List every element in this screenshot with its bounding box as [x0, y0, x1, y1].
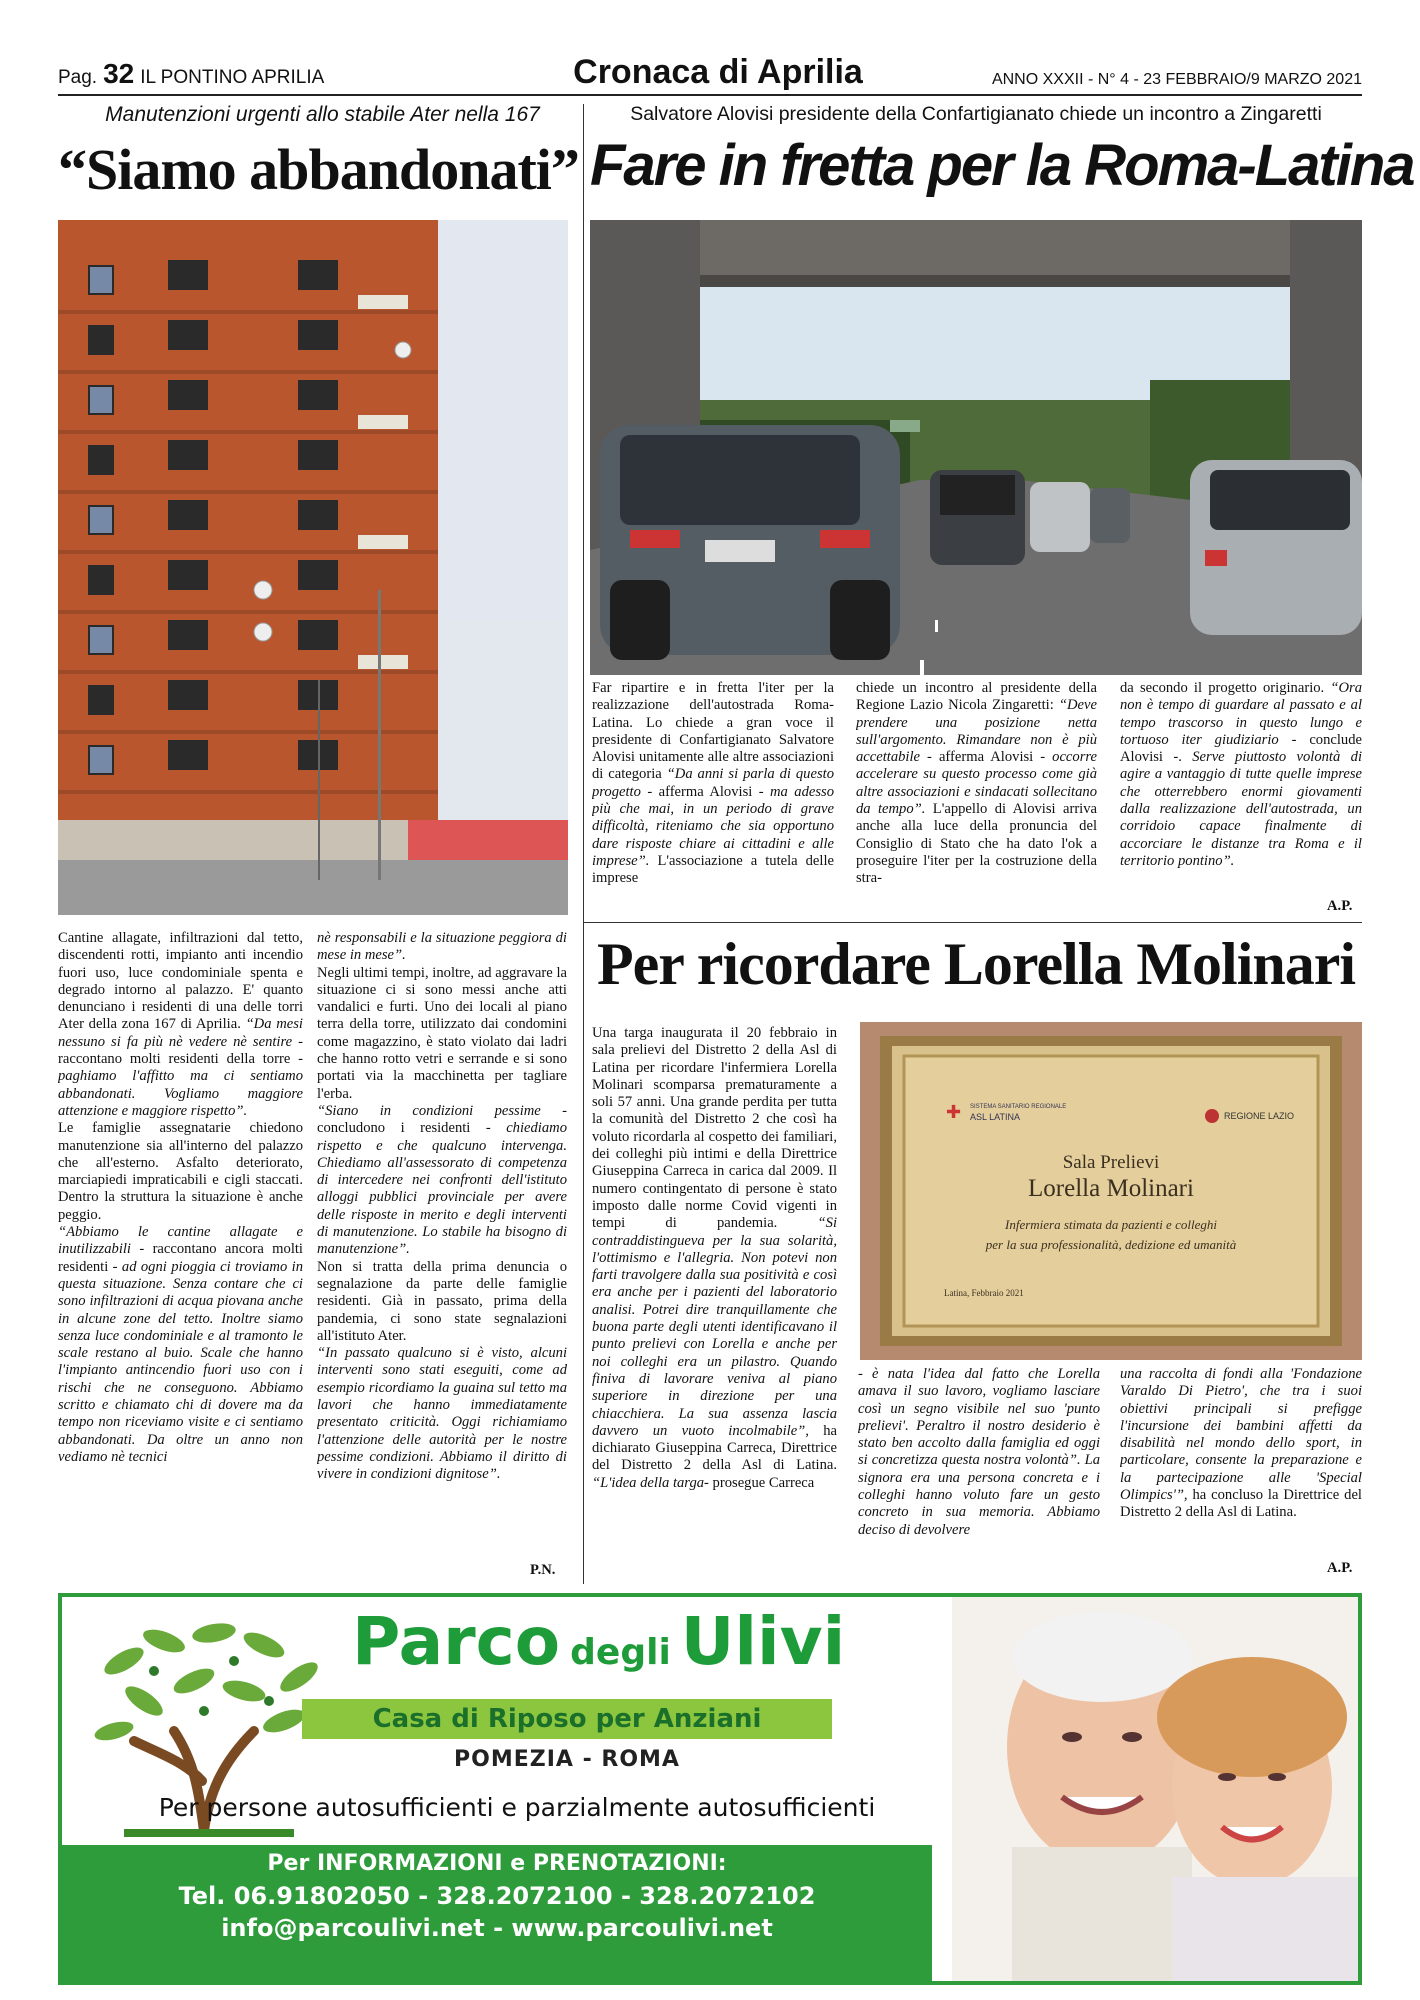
article1-signature: P.N.: [530, 1562, 556, 1578]
section-title: Cronaca di Aprilia: [573, 53, 863, 91]
plaque-org-small: SISTEMA SANITARIO REGIONALE: [970, 1104, 1067, 1110]
plaque-line3: Infermiera stimata da pazienti e colleghi: [1005, 1217, 1217, 1232]
plaque-cross-icon: ✚: [946, 1102, 962, 1122]
apartment-building-photo: [58, 220, 568, 915]
article2-signature: A.P.: [1327, 898, 1353, 914]
article3-signature: A.P.: [1327, 1560, 1353, 1576]
page-number: 32: [103, 58, 135, 89]
article2-kicker: Salvatore Alovisi presidente della Confartigianato chiede un incontro a Zingaretti: [630, 103, 1322, 125]
ad-city: POMEZIA - ROMA: [454, 1747, 680, 1772]
issue-info: ANNO XXXII - N° 4 - 23 FEBBRAIO/9 MARZO 2021: [991, 71, 1362, 88]
ad-subtitle: Casa di Riposo per Anziani: [302, 1699, 832, 1739]
ad-phones: Tel. 06.91802050 - 328.2072100 - 328.2072102: [178, 1882, 816, 1910]
ad-contacts: info@parcoulivi.net - www.parcoulivi.net: [221, 1914, 773, 1942]
ad-info-title: Per INFORMAZIONI e PRENOTAZIONI:: [267, 1851, 727, 1876]
paper-name: IL PONTINO APRILIA: [140, 67, 325, 88]
ad-tagline: Per persone autosufficienti e parzialmente autosufficienti: [158, 1793, 876, 1822]
plaque-line1: Sala Prelievi: [1062, 1152, 1160, 1173]
article1-column-2: nè responsabili e la situazione peggiora di mese in mese”. Negli ultimi tempi, inoltre, ad aggravare la situazione ci si sono messi anche atti vandalici e furti. Uno dei locali al piano terra della torre, utilizzato dai condomini come magazzino, è stato violato dai ladri che hanno rotto vetri e serrande e si sono portati via la macchinetta per tagliare l'erba. “Siano in condizioni pessime - concludono i residenti - chiediamo rispetto e che qualcuno intervenga. Chiediamo all'assessorato di competenza di intercedere nei confronti dell'istituto alloggi pubblici provinciale per avere delle risposte in merito e degli interventi di manutenzione. Lo stabile ha bisogno di manutenzione”. Non si tratta della prima denuncia o segnalazione da parte delle famiglie residenti. Già in passato, prima della pandemia, ci sono state segnalazioni all'istituto Ater. “In passato qualcuno si è visto, alcuni interventi sono stati eseguiti, come ad esempio ricordiamo la guaina sul tetto ma lavori che hanno immediatamente presentato criticità. Oggi richiamiamo l'attenzione delle autorità per le nostre pessime condizioni. Abbiamo il diritto di vivere in condizioni dignitose”.: [317, 930, 567, 1483]
masthead: [58, 53, 1362, 96]
elderly-couple-photo: [952, 1597, 1362, 1981]
ad-contact-box: [62, 1845, 932, 1981]
article2-column-3: da secondo il progetto originario. “Ora non è tempo di guardare al passato e al tempo trascorso in questo lungo e tortuoso iter giudiziario - conclude Alovisi -. Serve piuttosto volontà di agire a vantaggio di tutte quelle imprese che otterrebbero enormi giovamenti dalla realizzazione dell'autostrada, un corridoio capace finalmente di accorciare le distanze tra Roma e il territorio pontino”.: [1120, 680, 1362, 869]
article3-headline: Per ricordare Lorella Molinari: [596, 931, 1356, 997]
plaque-region: REGIONE LAZIO: [1224, 1111, 1295, 1121]
article2-column-1: Far ripartire e in fretta l'iter per la realizzazione dell'autostrada Roma-Latina. Lo chiede a gran voce il presidente di Confartigianato Salvatore Alovisi unitamente alle altre associazioni di categoria “Da anni si parla di questo progetto - afferma Alovisi - ma adesso più che mai, in un periodo di grave difficoltà, riteniamo che sia opportuno dare risposte chiare ai cittadini e alle imprese”. L'associazione a tutela delle imprese: [592, 680, 834, 887]
masthead-left: [58, 58, 324, 90]
article3-column-3: una raccolta di fondi alla 'Fondazione Varaldo Di Pietro', che tra i suoi obiettivi principali si prefigge l'incursione dei bambini affetti da disabilità nel mondo dello sport, in particolare, consente la preparazione e la partecipazione alle 'Special Olimpics'”, ha concluso la Direttrice del Distretto 2 della Asl di Latina.: [1120, 1366, 1362, 1521]
memorial-plaque-photo: [860, 1022, 1362, 1360]
ad-brand-name: Parco degli Ulivi: [352, 1603, 846, 1680]
article1-headline: “Siamo abbandonati”: [58, 137, 579, 202]
article3-column-1: Una targa inaugurata il 20 febbraio in sala prelievi del Distretto 2 della Asl di Latina per ricordare l'infermiera Lorella Molinari scomparsa prematuramente a soli 57 anni. Una grande perdita per tutta la comunità del Distretto 2 che così ha voluto ricordarla al cospetto dei familiari, dei colleghi più intimi e della Direttrice Giuseppina Carreca in carica dal 2009. Il numero contingentato di persone è stato imposto dalle norme Covid vigenti in tempi di pandemia. “Si contraddistingueva per la sua solarità, l'ottimismo e l'allegria. Non potevi non farti travolgere dalla sua positività e così era anche per i pazienti del laboratorio analisi. Potrei dire tranquillamente che buona parte degli utenti identificavano il punto prelievi con Lorella e anche per noi colleghi era un pilastro. Quando finiva di lavorare veniva al piano superiore in direzione per una chiacchiera. La sua assenza lascia davvero un vuoto incolmabile”, ha dichiarato Giuseppina Carreca, Direttrice del Distretto 2 della Asl di Latina. “L'idea della targa- prosegue Carreca: [592, 1025, 837, 1491]
column-divider: [583, 104, 584, 1584]
article1-kicker: Manutenzioni urgenti allo stabile Ater nella 167: [105, 103, 540, 126]
plaque-region-logo: [1205, 1109, 1219, 1123]
article1-column-1: Cantine allagate, infiltrazioni dal tetto, discendenti rotti, impianto anti incendio fuori uso, luce condominiale spenta e degrado intorno al palazzo. E' quanto denunciano i residenti di una delle torri Ater della zona 167 di Aprilia. “Da mesi nessuno si fa più nè vedere nè sentire - raccontano molti residenti della torre - paghiamo l'affitto ma ci sentiamo abbandonati. Vogliamo maggiore attenzione e maggiore rispetto”. Le famiglie assegnatarie chiedono manutenzione sia all'interno del palazzo che all'esterno. Asfalto deteriorato, marciapiedi impraticabili e cigli staccati. Dentro la struttura la situazione è anche peggio. “Abbiamo le cantine allagate e inutilizzabili - raccontano ancora molti residenti - ad ogni pioggia ci troviamo in questa situazione. Senza contare che ci sono infiltrazioni di acqua piovana anche in alcune zone del tetto. Inoltre siamo senza luce condominiale e al tramonto le scale restano al buio. Scale che hanno l'impianto antincendio fuori uso con i rischi che ne conseguono. Abbiamo scritto e chiamato chi di dovere ma da tempo non riceviamo visite e ci sentiamo abbandonati. Da oltre un anno non vediamo nè tecnici: [58, 930, 303, 1465]
highway-traffic-photo: [590, 220, 1362, 675]
article2-column-2: chiede un incontro al presidente della Regione Lazio Nicola Zingaretti: “Deve prendere una posizione netta sull'argomento. Rimandare non è più accettabile - afferma Alovisi - occorre accelerare su questo processo come già altre associazioni e sindacati sollecitano da tempo”. L'appello di Alovisi arriva anche alla luce della pronuncia del Consiglio di Stato che ha dato l'ok a proseguire l'iter per la costruzione della stra-: [856, 680, 1097, 887]
plaque-line2: Lorella Molinari: [1028, 1175, 1194, 1202]
plaque-place-date: Latina, Febbraio 2021: [944, 1288, 1024, 1298]
plaque-line4: per la sua professionalità, dedizione ed umanità: [985, 1237, 1237, 1252]
article3-column-2: - è nata l'idea dal fatto che Lorella amava il suo lavoro, vogliamo lasciare così un segno visibile nel suo 'punto prelievi'. Peraltro il nostro desiderio è stato ben accolto dalla famiglia ed oggi si concretizza questa nostra volontà”. La signora era una persona concreta e i colleghi hanno voluto fare un gesto concreto in sua memoria. Abbiamo deciso di devolvere: [858, 1366, 1100, 1538]
parco-ulivi-advertisement: [58, 1593, 1362, 1985]
article2-headline: Fare in fretta per la Roma-Latina: [590, 133, 1414, 198]
plaque-asl: ASL LATINA: [970, 1112, 1021, 1122]
pag-label: Pag.: [58, 67, 98, 88]
section-divider: [583, 922, 1362, 923]
